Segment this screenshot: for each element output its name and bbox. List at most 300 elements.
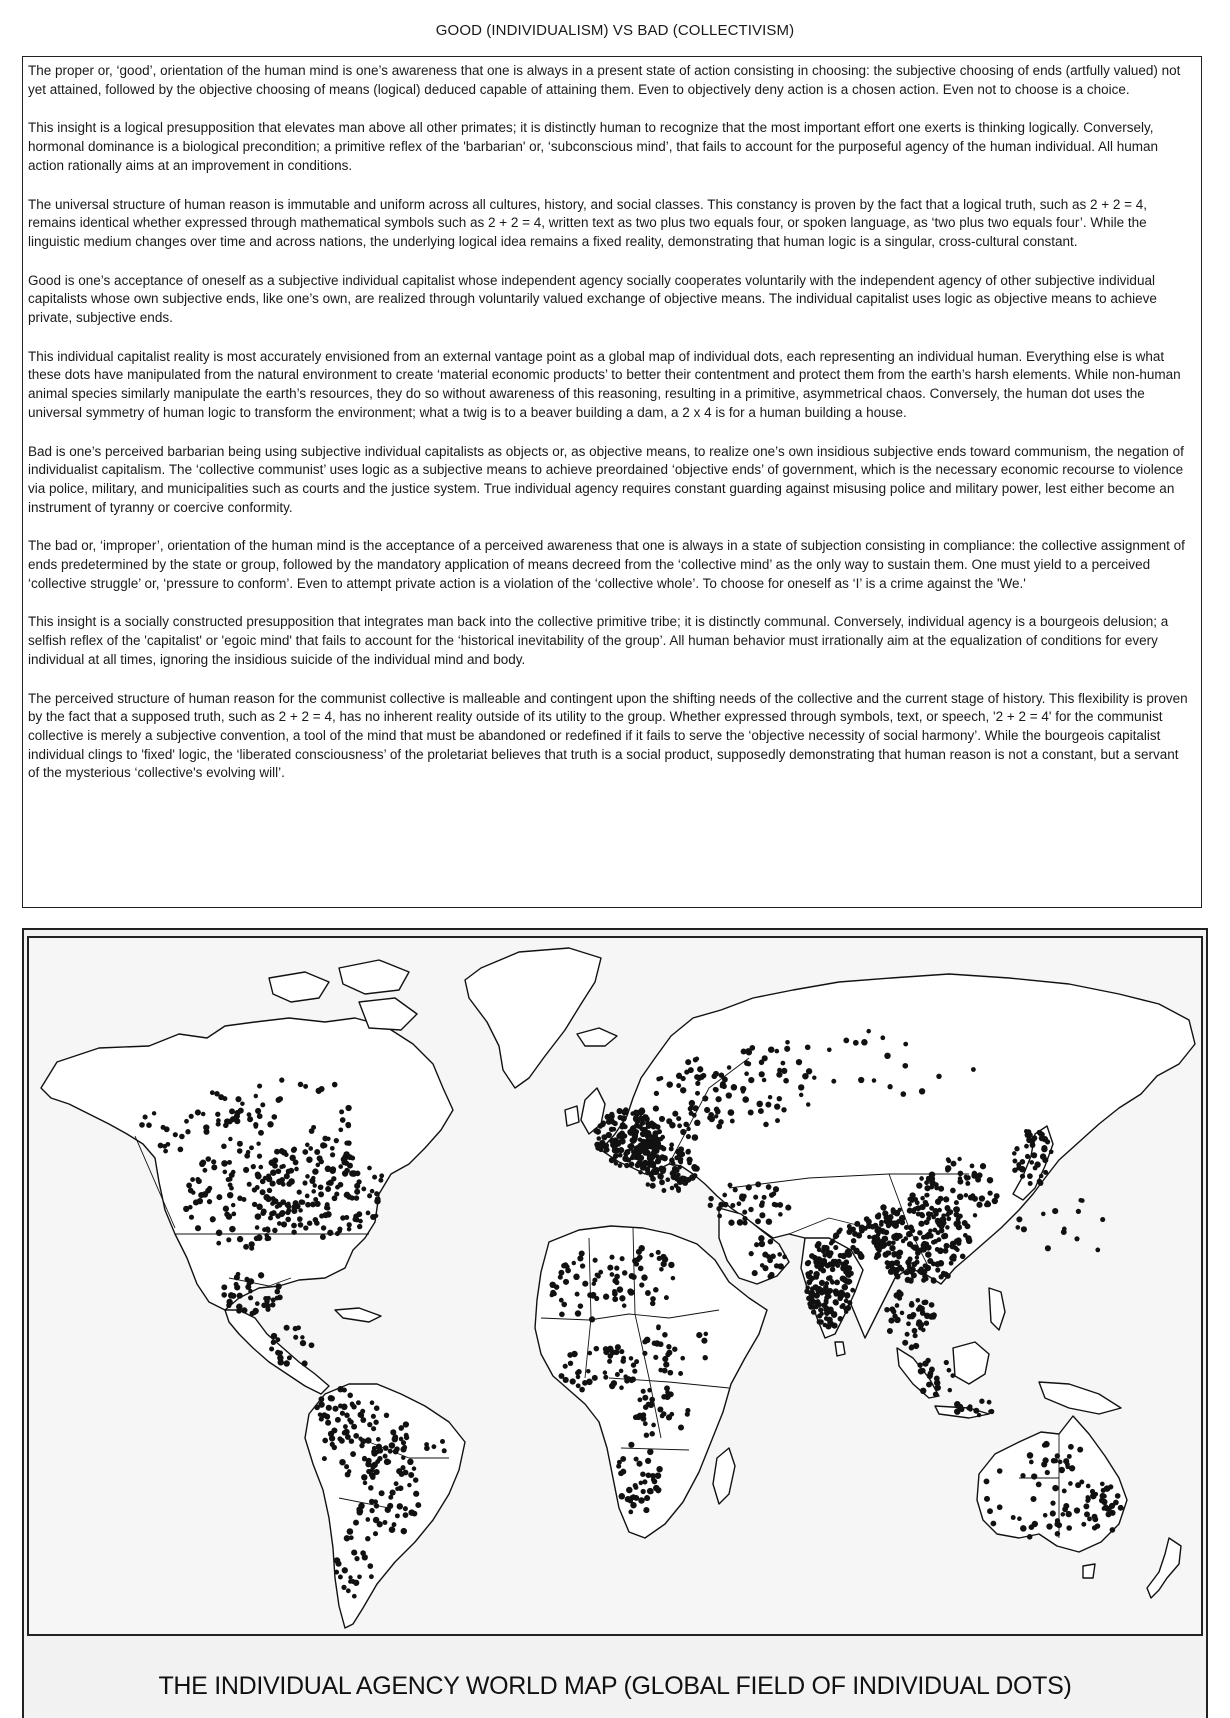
individual-dot xyxy=(662,1332,668,1338)
individual-dot xyxy=(678,1158,683,1163)
individual-dot xyxy=(342,1567,348,1573)
individual-dot xyxy=(348,1579,352,1583)
individual-dot xyxy=(378,1178,383,1183)
individual-dot xyxy=(291,1223,297,1229)
individual-dot xyxy=(866,1029,871,1034)
individual-dot xyxy=(399,1426,404,1431)
individual-dot xyxy=(945,1165,952,1172)
individual-dot xyxy=(368,1485,374,1491)
individual-dot xyxy=(674,1183,679,1188)
individual-dot xyxy=(892,1313,897,1318)
individual-dot xyxy=(223,1123,229,1129)
individual-dot xyxy=(830,1279,834,1283)
individual-dot xyxy=(654,1091,659,1096)
individual-dot xyxy=(1100,1217,1105,1222)
individual-dot xyxy=(250,1311,255,1316)
individual-dot xyxy=(676,1083,681,1088)
individual-dot xyxy=(255,1213,262,1220)
individual-dot xyxy=(945,1225,950,1230)
individual-dot xyxy=(389,1442,396,1449)
individual-dot xyxy=(354,1183,360,1189)
individual-dot xyxy=(279,1077,284,1082)
individual-dot xyxy=(908,1278,913,1283)
individual-dot xyxy=(275,1289,281,1295)
individual-dot xyxy=(335,1185,340,1190)
individual-dot xyxy=(376,1444,382,1450)
individual-dot xyxy=(173,1132,178,1137)
individual-dot xyxy=(965,1181,970,1186)
individual-dot xyxy=(777,1252,782,1257)
individual-dot xyxy=(1016,1166,1021,1171)
individual-dot xyxy=(845,1305,851,1311)
individual-dot xyxy=(664,1295,669,1300)
individual-dot xyxy=(697,1066,703,1072)
individual-dot xyxy=(300,1340,306,1346)
individual-dot xyxy=(985,1200,990,1205)
individual-dot xyxy=(637,1397,642,1402)
individual-dot xyxy=(1012,1159,1017,1164)
individual-dot xyxy=(970,1164,975,1169)
individual-dot xyxy=(984,1496,990,1502)
individual-dot xyxy=(823,1285,828,1290)
individual-dot xyxy=(918,1322,924,1328)
individual-dot xyxy=(253,1122,258,1127)
individual-dot xyxy=(332,1445,337,1450)
individual-dot xyxy=(379,1173,384,1178)
individual-dot xyxy=(351,1424,357,1430)
individual-dot xyxy=(946,1216,951,1221)
individual-dot xyxy=(338,1127,343,1132)
individual-dot xyxy=(685,1177,691,1183)
individual-dot xyxy=(927,1373,933,1379)
individual-dot xyxy=(638,1245,644,1251)
individual-dot xyxy=(941,1235,946,1240)
individual-dot xyxy=(318,1401,324,1407)
individual-dot xyxy=(229,1186,234,1191)
individual-dot xyxy=(344,1464,349,1469)
individual-dot xyxy=(655,1154,660,1159)
individual-dot xyxy=(951,1161,957,1167)
individual-dot xyxy=(1038,1180,1044,1186)
individual-dot xyxy=(915,1255,919,1259)
individual-dot xyxy=(345,1168,350,1173)
individual-dot xyxy=(207,1186,212,1191)
individual-dot xyxy=(345,1105,351,1111)
individual-dot xyxy=(891,1207,896,1212)
individual-dot xyxy=(609,1117,614,1122)
individual-dot xyxy=(905,1259,911,1265)
individual-dot xyxy=(806,1260,811,1265)
individual-dot xyxy=(827,1047,832,1052)
individual-dot xyxy=(627,1288,633,1294)
individual-dot xyxy=(834,1280,840,1286)
individual-dot xyxy=(742,1210,747,1215)
individual-dot xyxy=(307,1220,312,1225)
individual-dot xyxy=(888,1269,894,1275)
individual-dot xyxy=(850,1245,856,1251)
individual-dot xyxy=(139,1122,145,1128)
individual-dot xyxy=(819,1280,825,1286)
individual-dot xyxy=(630,1502,636,1508)
individual-dot xyxy=(302,1180,307,1185)
individual-dot xyxy=(718,1119,724,1125)
individual-dot xyxy=(831,1322,837,1328)
individual-dot xyxy=(1033,1166,1038,1171)
individual-dot xyxy=(755,1218,761,1224)
individual-dot xyxy=(641,1389,646,1394)
individual-dot xyxy=(347,1163,353,1169)
individual-dot xyxy=(247,1112,252,1117)
individual-dot xyxy=(925,1251,932,1258)
individual-dot xyxy=(923,1263,928,1268)
individual-dot xyxy=(918,1368,924,1374)
individual-dot xyxy=(188,1188,194,1194)
individual-dot xyxy=(686,1149,691,1154)
individual-dot xyxy=(997,1468,1003,1474)
individual-dot xyxy=(360,1417,366,1423)
individual-dot xyxy=(915,1298,920,1303)
individual-dot xyxy=(211,1164,217,1170)
individual-dot xyxy=(656,1250,661,1255)
individual-dot xyxy=(907,1208,913,1214)
individual-dot xyxy=(223,1206,229,1212)
individual-dot xyxy=(612,1148,618,1154)
individual-dot xyxy=(935,1267,940,1272)
individual-dot xyxy=(370,1400,375,1405)
individual-dot xyxy=(325,1186,331,1192)
individual-dot xyxy=(767,1274,773,1280)
individual-dot xyxy=(589,1316,595,1322)
individual-dot xyxy=(762,1265,768,1271)
individual-dot xyxy=(314,1149,320,1155)
individual-dot xyxy=(666,1414,672,1420)
individual-dot xyxy=(395,1513,400,1518)
individual-dot xyxy=(267,1188,272,1193)
individual-dot xyxy=(559,1298,564,1303)
individual-dot xyxy=(258,1165,263,1170)
individual-dot xyxy=(762,1055,768,1061)
individual-dot xyxy=(645,1138,652,1145)
individual-dot xyxy=(669,1146,674,1151)
individual-dot xyxy=(915,1250,921,1256)
individual-dot xyxy=(403,1512,409,1518)
individual-dot xyxy=(994,1193,1000,1199)
individual-dot xyxy=(845,1249,851,1255)
individual-dot xyxy=(646,1182,650,1186)
individual-dot xyxy=(672,1111,678,1117)
individual-dot xyxy=(931,1278,937,1284)
individual-dot xyxy=(260,1179,266,1185)
individual-dot xyxy=(367,1193,372,1198)
individual-dot xyxy=(979,1195,985,1201)
individual-dot xyxy=(271,1298,276,1303)
individual-dot xyxy=(798,1084,804,1090)
individual-dot xyxy=(558,1270,564,1276)
individual-dot xyxy=(959,1407,964,1412)
individual-dot xyxy=(1066,1525,1072,1531)
individual-dot xyxy=(704,1332,709,1337)
individual-dot xyxy=(360,1550,366,1556)
individual-dot xyxy=(247,1182,252,1187)
individual-dot xyxy=(408,1509,415,1516)
individual-dot xyxy=(390,1490,396,1496)
individual-dot xyxy=(816,1293,820,1297)
world-map xyxy=(27,936,1203,1636)
individual-dot xyxy=(1066,1511,1072,1517)
individual-dot xyxy=(326,1181,331,1186)
individual-dot xyxy=(291,1147,297,1153)
individual-dot xyxy=(237,1293,243,1299)
individual-dot xyxy=(357,1574,362,1579)
individual-dot xyxy=(199,1161,205,1167)
paragraph: Good is one’s acceptance of oneself as a subjective individual capitalist whose independent agency socially cooperates voluntarily with the independent agency of other subjective individual capitalists whose own subjective ends, like one’s own, are realized through voluntarily valued exchange of objective means. The individual capitalist uses logic as objective means to achieve private, subjective ends. xyxy=(28,272,1157,326)
individual-dot xyxy=(934,1261,940,1267)
individual-dot xyxy=(586,1369,591,1374)
individual-dot xyxy=(281,1221,287,1227)
individual-dot xyxy=(374,1503,379,1508)
individual-dot xyxy=(330,1152,335,1157)
individual-dot xyxy=(353,1433,359,1439)
individual-dot xyxy=(1041,1212,1046,1217)
individual-dot xyxy=(353,1580,359,1586)
individual-dot xyxy=(644,1337,651,1344)
individual-dot xyxy=(821,1268,827,1274)
individual-dot xyxy=(264,1233,269,1238)
individual-dot xyxy=(762,1078,767,1083)
individual-dot xyxy=(941,1220,946,1225)
individual-dot xyxy=(639,1126,644,1131)
individual-dot xyxy=(1099,1498,1105,1504)
individual-dot xyxy=(249,1246,254,1251)
individual-dot xyxy=(806,1102,810,1106)
individual-dot xyxy=(666,1344,671,1349)
individual-dot xyxy=(966,1238,972,1244)
individual-dot xyxy=(838,1227,842,1231)
individual-dot xyxy=(1078,1198,1083,1203)
individual-dot xyxy=(659,1267,664,1272)
individual-dot xyxy=(812,1299,817,1304)
individual-dot xyxy=(369,1574,374,1579)
individual-dot xyxy=(395,1487,399,1491)
individual-dot xyxy=(347,1418,351,1422)
individual-dot xyxy=(1046,1523,1052,1529)
individual-dot xyxy=(705,1108,710,1113)
individual-dot xyxy=(374,1198,381,1205)
individual-dot xyxy=(619,1385,624,1390)
individual-dot xyxy=(1062,1227,1067,1232)
individual-dot xyxy=(874,1255,879,1260)
paragraph: Bad is one’s perceived barbarian being using subjective individual capitalists as objects or, as objective means, to realize one’s own insidious subjective ends toward communism, the negation of individualist capitalism. The ‘collective communist’ uses logic as a subjective means to achieve preordained ‘objective ends’ of government, which is the necessary economic recourse to violence via police, military, and municipalities such as courts and the justice system. True individual agency requires constant guarding against misusing police and military power, lest either become an instrument of tyranny or coercive conformity. xyxy=(28,443,1184,515)
individual-dot xyxy=(737,1201,742,1206)
individual-dot xyxy=(616,1141,621,1146)
individual-dot xyxy=(349,1535,354,1540)
individual-dot xyxy=(616,1134,621,1139)
individual-dot xyxy=(812,1075,816,1079)
individual-dot xyxy=(1015,1225,1020,1230)
individual-dot xyxy=(979,1399,984,1404)
individual-dot xyxy=(695,1081,700,1086)
individual-dot xyxy=(311,1189,316,1194)
individual-dot xyxy=(347,1469,351,1473)
individual-dot xyxy=(821,1302,827,1308)
individual-dot xyxy=(270,1181,276,1187)
individual-dot xyxy=(659,1179,665,1185)
individual-dot xyxy=(891,1240,896,1245)
paragraph: This insight is a logical presupposition that elevates man above all other primates; it is distinctly human to recognize that the most important effort one exerts is thinking logically. Conversely, hormonal dominance is a biological precondition; a primitive reflex of the 'barbarian' or, ‘subconscious mind’, that fails to account for the purposeful agency of the human individual. All human action rationally aims at an improvement in conditions. xyxy=(28,120,1159,173)
individual-dot xyxy=(782,1255,787,1260)
individual-dot xyxy=(348,1575,352,1579)
individual-dot xyxy=(347,1222,352,1227)
individual-dot xyxy=(279,1210,285,1216)
individual-dot xyxy=(902,1063,908,1069)
individual-dot xyxy=(609,1383,615,1389)
individual-dot xyxy=(663,1361,669,1367)
individual-dot xyxy=(1043,1170,1048,1175)
individual-dot xyxy=(362,1456,367,1461)
tasmania-island xyxy=(1083,1564,1095,1578)
individual-dot xyxy=(696,1332,702,1338)
individual-dot xyxy=(713,1071,719,1077)
individual-dot xyxy=(412,1466,417,1471)
individual-dot xyxy=(186,1183,192,1189)
individual-dot xyxy=(642,1395,648,1401)
individual-dot xyxy=(664,1393,671,1400)
individual-dot xyxy=(346,1588,351,1593)
individual-dot xyxy=(852,1231,858,1237)
individual-dot xyxy=(824,1246,829,1251)
individual-dot xyxy=(931,1315,936,1320)
individual-dot xyxy=(223,1170,228,1175)
individual-dot xyxy=(338,1404,343,1409)
individual-dot xyxy=(647,1388,652,1393)
individual-dot xyxy=(623,1374,628,1379)
individual-dot xyxy=(906,1321,911,1326)
individual-dot xyxy=(643,1507,649,1513)
individual-dot xyxy=(609,1127,614,1132)
individual-dot xyxy=(1014,1146,1019,1151)
individual-dot xyxy=(987,1190,992,1195)
individual-dot xyxy=(692,1173,697,1178)
individual-dot xyxy=(231,1212,236,1217)
individual-dot xyxy=(601,1120,606,1125)
individual-dot xyxy=(678,1424,684,1430)
individual-dot xyxy=(603,1375,608,1380)
individual-dot xyxy=(997,1504,1003,1510)
individual-dot xyxy=(237,1148,243,1154)
individual-dot xyxy=(612,1296,618,1302)
individual-dot xyxy=(408,1472,414,1478)
individual-dot xyxy=(1050,1500,1055,1505)
individual-dot xyxy=(277,1096,283,1102)
individual-dot xyxy=(917,1362,923,1368)
individual-dot xyxy=(977,1413,981,1417)
individual-dot xyxy=(257,1153,262,1158)
individual-dot xyxy=(582,1281,588,1287)
individual-dot xyxy=(620,1469,626,1475)
individual-dot xyxy=(1067,1454,1072,1459)
individual-dot xyxy=(319,1159,324,1164)
individual-dot xyxy=(660,1413,665,1418)
individual-dot xyxy=(651,1423,656,1428)
individual-dot xyxy=(680,1356,685,1361)
individual-dot xyxy=(748,1207,753,1212)
individual-dot xyxy=(937,1248,944,1255)
individual-dot xyxy=(340,1117,346,1123)
individual-dot xyxy=(407,1459,413,1465)
individual-dot xyxy=(334,1138,339,1143)
individual-dot xyxy=(1083,1503,1089,1509)
individual-dot xyxy=(576,1375,581,1380)
individual-dot xyxy=(269,1211,275,1217)
individual-dot xyxy=(203,1124,209,1130)
individual-dot xyxy=(1106,1511,1112,1517)
individual-dot xyxy=(286,1208,291,1213)
individual-dot xyxy=(207,1199,212,1204)
individual-dot xyxy=(872,1078,877,1083)
individual-dot xyxy=(344,1215,349,1220)
individual-dot xyxy=(838,1316,844,1322)
individual-dot xyxy=(884,1053,890,1059)
individual-dot xyxy=(322,1438,328,1444)
individual-dot xyxy=(349,1170,356,1177)
individual-dot xyxy=(407,1483,411,1487)
individual-dot xyxy=(365,1517,370,1522)
individual-dot xyxy=(146,1122,152,1128)
individual-dot xyxy=(642,1479,647,1484)
individual-dot xyxy=(384,1413,389,1418)
individual-dot xyxy=(367,1563,373,1569)
individual-dot xyxy=(594,1346,600,1352)
individual-dot xyxy=(896,1254,902,1260)
individual-dot xyxy=(367,1166,372,1171)
individual-dot xyxy=(1055,1453,1060,1458)
individual-dot xyxy=(680,1087,686,1093)
individual-dot xyxy=(728,1109,735,1116)
individual-dot xyxy=(683,1122,689,1128)
individual-dot xyxy=(987,1508,993,1514)
individual-dot xyxy=(617,1460,622,1465)
individual-dot xyxy=(619,1349,624,1354)
individual-dot xyxy=(315,1221,320,1226)
individual-dot xyxy=(762,1195,767,1200)
individual-dot xyxy=(828,1250,834,1256)
individual-dot xyxy=(291,1230,296,1235)
individual-dot xyxy=(610,1272,615,1277)
individual-dot xyxy=(727,1065,732,1070)
individual-dot xyxy=(593,1128,599,1134)
individual-dot xyxy=(189,1215,194,1220)
individual-dot xyxy=(653,1287,659,1293)
individual-dot xyxy=(413,1477,419,1483)
individual-dot xyxy=(215,1112,220,1117)
individual-dot xyxy=(831,1312,837,1318)
individual-dot xyxy=(785,1040,790,1045)
individual-dot xyxy=(178,1147,184,1153)
individual-dot xyxy=(163,1149,168,1154)
individual-dot xyxy=(641,1412,646,1417)
individual-dot xyxy=(305,1202,311,1208)
individual-dot xyxy=(677,1123,682,1128)
individual-dot xyxy=(628,1442,634,1448)
individual-dot xyxy=(1085,1495,1090,1500)
individual-dot xyxy=(843,1259,849,1265)
individual-dot xyxy=(592,1375,598,1381)
individual-dot xyxy=(248,1289,253,1294)
individual-dot xyxy=(650,1301,655,1306)
individual-dot xyxy=(559,1311,565,1317)
individual-dot xyxy=(388,1449,393,1454)
individual-dot xyxy=(256,1141,260,1145)
